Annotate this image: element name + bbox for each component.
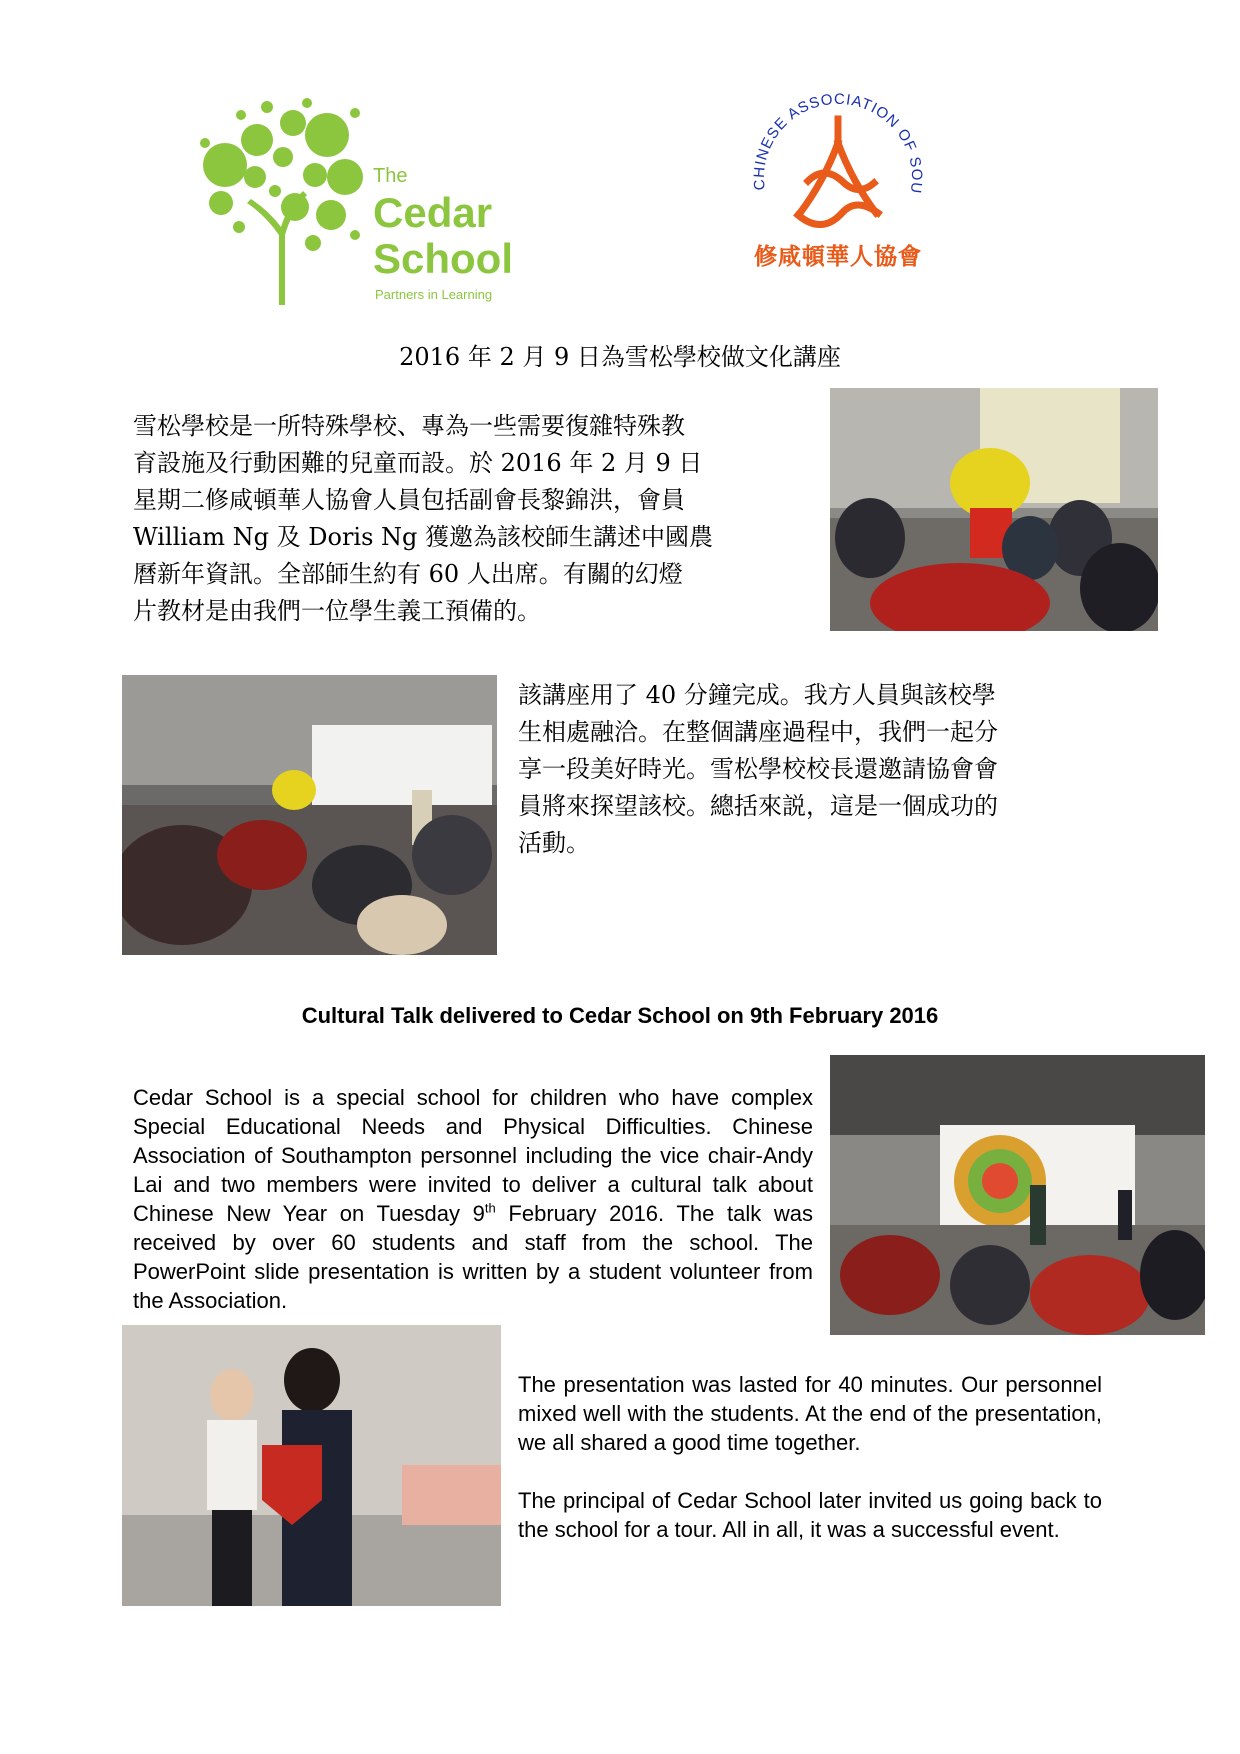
english-paragraph-2: The presentation was lasted for 40 minutes. Our personnel mixed well with the students. At the end of the presentation, we all shared a good time together.	[518, 1372, 1102, 1455]
chinese-paragraph-1: 雪松學校是一所特殊學校、專為一些需要復雜特殊教 育設施及行動困難的兒童而設。於 2016 年 2 月 9 日 星期二修咸頓華人協會人員包括副會長黎錦洪，會員 William Ng 及 Doris Ng 獲邀為該校師生講述中國農 曆新年資訊。全部師生約有 60 人出席。有關的幻燈 片教材是由我們一位學生義工預備的。	[133, 412, 714, 625]
english-paragraph-1-part-a: Cedar School is a special school for children who have complex Special Educational Needs and Physical Difficulties. Chinese Association of Southampton personnel including the vice chair-Andy Lai and two members were invited to deliver a cultural talk about Chinese New Year on Tuesday 9	[133, 1085, 813, 1226]
cedar-logo-the: The	[373, 165, 408, 187]
lion-dance-photo	[830, 388, 1158, 631]
cedar-logo-school: School	[373, 235, 514, 282]
cedar-tree-icon	[195, 95, 365, 310]
cedar-logo-tagline: Partners in Learning	[375, 287, 493, 302]
csa-emblem-icon	[738, 85, 938, 245]
chinese-paragraph-2: 該講座用了 40 分鐘完成。我方人員與該校學 生相處融洽。在整個講座過程中，我們一起分 享一段美好時光。雪松學校校長還邀請協會會 員將來探望該校。總括來説，這是一個成功的 活動。	[518, 681, 998, 857]
cedar-school-logo	[195, 95, 535, 310]
english-title: Cultural Talk delivered to Cedar School on 9th February 2016	[301, 1003, 939, 1028]
english-paragraph-1-part-b: February 2016. The talk was received by over 60 students and staff from the school. The PowerPoint slide presentation is written by a student volunteer from the Association.	[133, 1201, 813, 1313]
audience-slide-photo	[122, 675, 497, 955]
csa-logo	[738, 85, 938, 275]
english-paragraph-1	[133, 1083, 813, 1315]
presentation-photo	[830, 1055, 1205, 1335]
csa-chinese-name: 修咸頓華人協會	[754, 244, 922, 270]
chinese-title: 2016 年 2 月 9 日為雪松學校做文化講座	[399, 343, 841, 371]
cedar-logo-cedar: Cedar	[373, 189, 493, 236]
english-paragraph-1-superscript: th	[484, 1200, 496, 1216]
english-paragraph-3: The principal of Cedar School later invited us going back to the school for a tour. All in all, it was a successful event.	[518, 1488, 1102, 1542]
pennant-presentation-photo	[122, 1325, 501, 1606]
svg-text:CHINESE ASSOCIATION OF SOUTHAM: CHINESE ASSOCIATION OF SOU	[750, 90, 926, 196]
